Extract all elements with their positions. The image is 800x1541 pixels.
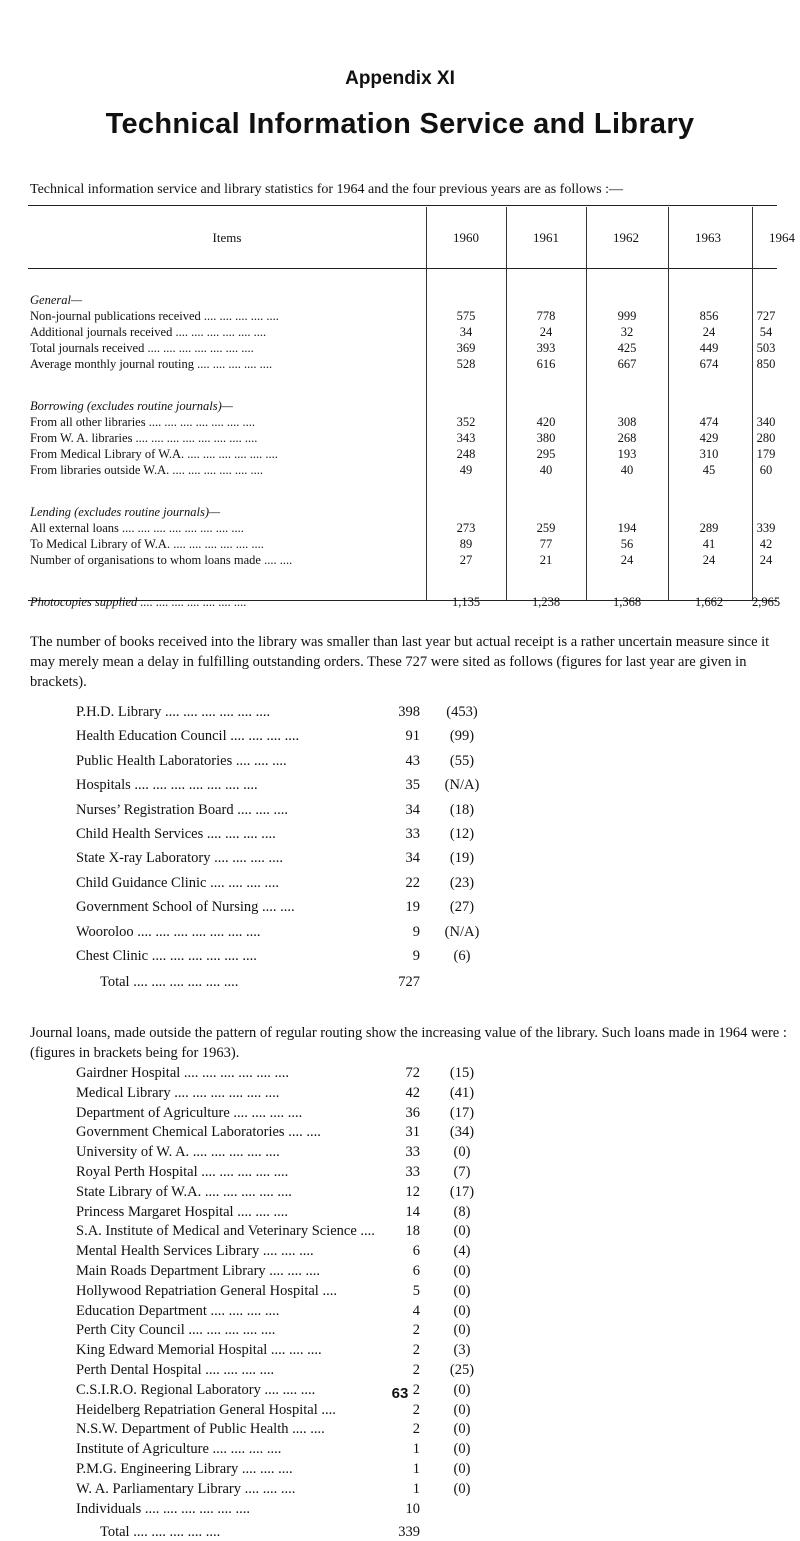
list-item-name: Government Chemical Laboratories .... .... [76, 1124, 321, 1141]
list-item-name: Main Roads Department Library .... .... .... [76, 1263, 321, 1279]
column-header-year: 1963 [695, 230, 721, 245]
cell-value: 343 [456, 431, 476, 445]
list-item-name: King Edward Memorial Hospital .... .... .... [76, 1342, 322, 1359]
list-item-name: Hospitals .... .... .... .... .... .... .... [76, 777, 258, 794]
column-header-year: 1962 [613, 230, 639, 245]
list-item-previous: (99) [449, 728, 475, 745]
list-item-previous: (12) [449, 826, 475, 842]
cell-value: 60 [759, 463, 773, 477]
list-item-previous: (0) [453, 1401, 471, 1418]
section-heading: Borrowing (excludes routine journals)— [30, 399, 233, 413]
list-item-count: 6 [412, 1243, 420, 1260]
row-label: To Medical Library of W.A. .... .... .... .... .... .... [30, 537, 264, 551]
list-item-count: 4 [412, 1302, 420, 1319]
list-item-count: 6 [412, 1263, 420, 1279]
list-item-name: State X-ray Laboratory .... .... .... .... [76, 850, 283, 867]
list-item-previous: (34) [449, 1124, 475, 1141]
list-item-name: Education Department .... .... .... .... [76, 1302, 280, 1319]
cell-value: 54 [759, 325, 773, 339]
list-item-previous: (N/A) [444, 777, 480, 794]
list-item-count: 12 [405, 1183, 420, 1200]
row-label: Non-journal publications received .... .... .... .... .... [30, 309, 279, 323]
list-item-previous: (25) [449, 1362, 475, 1378]
cell-value: 24 [539, 325, 553, 339]
list-item-previous: (4) [453, 1243, 471, 1260]
list-item-previous: (8) [453, 1203, 471, 1220]
cell-value: 575 [456, 309, 476, 323]
list-item-previous: (0) [453, 1441, 471, 1458]
cell-value: 41 [702, 537, 716, 551]
cell-value: 2,965 [751, 595, 781, 609]
list-item-previous: (0) [453, 1144, 471, 1161]
page-title: Technical Information Service and Library [105, 108, 695, 140]
section-heading: Photocopies supplied .... .... .... .... .... .... .... [30, 595, 247, 609]
cell-value: 674 [699, 357, 719, 371]
cell-value: 369 [456, 341, 476, 355]
list-item-count: 10 [405, 1500, 420, 1517]
list-item-count: 2 [412, 1401, 420, 1418]
table-row [28, 537, 777, 553]
table-row [28, 357, 777, 373]
cell-value: 1,662 [694, 595, 724, 609]
row-label: From libraries outside W.A. .... .... .... .... .... .... [30, 463, 263, 477]
list-item-name: Hollywood Repatriation General Hospital .... [76, 1282, 337, 1299]
cell-value: 425 [617, 341, 637, 355]
cell-value: 24 [702, 553, 716, 567]
table-body [28, 269, 781, 609]
column-header-year: 1960 [453, 230, 479, 245]
column-header-year: 1964 [769, 230, 795, 245]
list-item-name: S.A. Institute of Medical and Veterinary Science .... [76, 1223, 375, 1240]
cell-value: 259 [536, 521, 556, 535]
cell-value: 352 [456, 415, 476, 429]
cell-value: 24 [702, 325, 716, 339]
cell-value: 34 [459, 325, 473, 339]
list-item-count: 31 [405, 1124, 420, 1141]
list-item-name: Public Health Laboratories .... .... .... [76, 752, 287, 769]
list-item-count: 2 [412, 1342, 420, 1359]
cell-value: 393 [536, 341, 556, 355]
list-item-name: Heidelberg Repatriation General Hospital .... [76, 1401, 336, 1418]
list-item-count: 91 [405, 728, 420, 745]
list-item-count: 1 [412, 1441, 420, 1458]
list-item-previous: (15) [449, 1065, 475, 1081]
cell-value: 49 [459, 463, 473, 477]
table-row [28, 325, 777, 341]
list-item-count: 14 [405, 1203, 420, 1220]
section-heading: General— [30, 293, 83, 307]
row-label: Additional journals received .... .... .... .... .... .... [30, 325, 267, 339]
table-row [28, 309, 777, 325]
list-item-count: 33 [405, 826, 420, 842]
list-item-previous: (0) [453, 1263, 471, 1279]
cell-value: 193 [617, 447, 637, 461]
table-row [28, 341, 777, 357]
cell-value: 1,135 [451, 595, 481, 609]
list-item-count: 19 [405, 899, 420, 916]
cell-value: 308 [617, 415, 637, 429]
list-item-previous: (55) [449, 752, 475, 769]
paragraph-books: The number of books received into the library was smaller than last year but actual receipt is a rather uncertain measure since it may merely mean a delay in fulfilling outstanding orders. These 727 were sited as follows (figures for last year are given in brackets). [30, 634, 770, 690]
list-item-name: Institute of Agriculture .... .... .... .... [76, 1441, 282, 1458]
list-item-count: 398 [398, 704, 420, 720]
row-label: Average monthly journal routing .... .... .... .... .... [30, 357, 273, 371]
column-header-items: Items [212, 230, 242, 245]
cell-value: 21 [539, 553, 553, 567]
list-item-previous: (23) [449, 874, 475, 891]
cell-value: 45 [702, 463, 716, 477]
list-item-previous: (0) [453, 1421, 471, 1438]
list-item-previous: (6) [453, 948, 471, 964]
cell-value: 194 [617, 521, 637, 535]
total-label: Total .... .... .... .... .... .... [100, 974, 239, 991]
cell-value: 27 [459, 553, 473, 567]
cell-value: 273 [456, 521, 476, 535]
cell-value: 295 [536, 447, 556, 461]
list-item-name: Wooroloo .... .... .... .... .... .... .... [76, 923, 261, 940]
row-label: All external loans .... .... .... .... .... .... .... .... [30, 521, 244, 535]
cell-value: 340 [756, 415, 776, 429]
page-number: 63 [391, 1385, 409, 1402]
list-item-previous: (0) [453, 1223, 471, 1240]
cell-value: 856 [699, 309, 719, 323]
cell-value: 89 [459, 537, 473, 551]
list-item-count: 1 [412, 1480, 420, 1497]
list-item-previous: (17) [449, 1183, 475, 1200]
cell-value: 999 [617, 309, 637, 323]
row-label: Total journals received .... .... .... .... .... .... .... [30, 341, 254, 355]
list-item-name: Gairdner Hospital .... .... .... .... .... .... [76, 1065, 290, 1081]
cell-value: 616 [536, 357, 556, 371]
cell-value: 528 [456, 357, 476, 371]
list-item-name: Mental Health Services Library .... .... .... [76, 1243, 314, 1260]
list-item-previous: (0) [453, 1302, 471, 1319]
list-item-count: 42 [405, 1084, 420, 1101]
cell-value: 778 [536, 309, 556, 323]
list-item-name: Perth City Council .... .... .... .... .... [76, 1322, 276, 1339]
cell-value: 310 [699, 447, 719, 461]
list-item-name: W. A. Parliamentary Library .... .... .... [76, 1480, 296, 1497]
cell-value: 1,368 [612, 595, 642, 609]
list-item-count: 72 [405, 1065, 420, 1081]
list-item-count: 2 [412, 1362, 420, 1378]
row-label: From all other libraries .... .... .... .... .... .... .... [30, 415, 255, 429]
list-item-previous: (0) [453, 1381, 471, 1398]
cell-value: 474 [699, 415, 719, 429]
list-item-count: 9 [412, 923, 420, 940]
cell-value: 268 [617, 431, 637, 445]
list-item-name: Health Education Council .... .... .... .... [76, 728, 300, 745]
cell-value: 850 [756, 357, 776, 371]
cell-value: 503 [756, 341, 776, 355]
total-count: 727 [398, 974, 420, 991]
paragraph-journal-loans: Journal loans, made outside the pattern of regular routing show the increasing value of the library. Such loans made in 1964 were : (figures in brackets being for 1963). [30, 1025, 787, 1061]
list-item-previous: (19) [449, 850, 475, 867]
list-item-name: Chest Clinic .... .... .... .... .... .... [76, 948, 257, 964]
row-label: From Medical Library of W.A. .... .... .... .... .... .... [30, 447, 278, 461]
list-item-previous: (18) [449, 801, 475, 818]
intro-text: Technical information service and library statistics for 1964 and the four previous years are as follows :— [30, 182, 624, 197]
appendix-label: Appendix XI [345, 68, 455, 89]
cell-value: 32 [620, 325, 634, 339]
list-item-name: P.H.D. Library .... .... .... .... .... .... [76, 704, 271, 720]
section-heading: Lending (excludes routine journals)— [30, 505, 221, 519]
list-item-count: 5 [412, 1282, 420, 1299]
list-item-name: Royal Perth Hospital .... .... .... .... .... [76, 1164, 289, 1180]
cell-value: 289 [699, 521, 719, 535]
statistics-table [28, 205, 795, 609]
cell-value: 1,238 [531, 595, 561, 609]
list-item-name: Government School of Nursing .... .... [76, 899, 295, 916]
books-sited-list [76, 704, 676, 1044]
list-item-previous: (453) [446, 704, 478, 720]
list-item-count: 34 [405, 801, 420, 818]
list-item-count: 2 [412, 1322, 420, 1339]
list-item-name: Medical Library .... .... .... .... .... .... [76, 1084, 280, 1101]
cell-value: 77 [539, 537, 553, 551]
table-row [28, 553, 777, 569]
cell-value: 667 [617, 357, 637, 371]
list-item-previous: (27) [449, 899, 475, 916]
list-item-name: Individuals .... .... .... .... .... .... [76, 1500, 250, 1517]
list-item-previous: (7) [453, 1164, 471, 1180]
table-row [28, 463, 777, 479]
total-label: Total .... .... .... .... .... [100, 1524, 221, 1541]
cell-value: 179 [756, 447, 776, 461]
list-item-name: Nurses’ Registration Board .... .... .... [76, 801, 288, 818]
list-item-name: Princess Margaret Hospital .... .... .... [76, 1203, 288, 1220]
list-item-count: 34 [405, 850, 420, 867]
list-item-count: 2 [412, 1381, 420, 1398]
cell-value: 339 [756, 521, 776, 535]
table-row [28, 595, 781, 611]
list-item-count: 2 [412, 1421, 420, 1438]
list-item-previous: (3) [453, 1342, 471, 1359]
list-item-name: C.S.I.R.O. Regional Laboratory .... .... .... [76, 1381, 316, 1398]
cell-value: 280 [756, 431, 776, 445]
list-item-name: Child Health Services .... .... .... .... [76, 826, 276, 842]
column-header-year: 1961 [533, 230, 559, 245]
list-item-count: 18 [405, 1223, 420, 1240]
list-item-count: 35 [405, 777, 420, 794]
cell-value: 24 [759, 553, 773, 567]
list-item-count: 43 [405, 752, 420, 769]
table-row [28, 415, 777, 431]
list-item-count: 1 [412, 1461, 420, 1477]
list-item-name: Department of Agriculture .... .... .... .... [76, 1104, 303, 1121]
list-item-count: 33 [405, 1164, 420, 1180]
list-item-name: N.S.W. Department of Public Health .... .... [76, 1421, 325, 1438]
list-item-name: Child Guidance Clinic .... .... .... .... [76, 874, 279, 891]
list-item-count: 22 [405, 874, 420, 891]
cell-value: 42 [759, 537, 773, 551]
cell-value: 56 [620, 537, 634, 551]
cell-value: 449 [699, 341, 719, 355]
list-item-name: P.M.G. Engineering Library .... .... .... [76, 1461, 293, 1477]
list-item-count: 9 [412, 948, 420, 964]
cell-value: 40 [539, 463, 553, 477]
list-item-previous: (0) [453, 1282, 471, 1299]
list-item-name: State Library of W.A. .... .... .... .... .... [76, 1183, 292, 1200]
list-item-previous: (0) [453, 1322, 471, 1339]
table-header [28, 206, 795, 269]
cell-value: 429 [699, 431, 719, 445]
row-label: From W. A. libraries .... .... .... .... .... .... .... .... [30, 431, 258, 445]
cell-value: 727 [756, 309, 776, 323]
cell-value: 24 [620, 553, 634, 567]
list-item-previous: (N/A) [444, 923, 480, 940]
total-count: 339 [398, 1524, 420, 1541]
list-item-previous: (0) [453, 1480, 471, 1497]
list-item-count: 33 [405, 1144, 420, 1161]
list-item-previous: (0) [453, 1461, 471, 1477]
table-row [28, 447, 777, 463]
list-item-name: University of W. A. .... .... .... .... .... [76, 1144, 280, 1161]
cell-value: 380 [536, 431, 556, 445]
row-label: Number of organisations to whom loans made .... .... [30, 553, 293, 567]
list-item-previous: (41) [449, 1084, 475, 1101]
cell-value: 40 [620, 463, 634, 477]
list-item-name: Perth Dental Hospital .... .... .... .... [76, 1362, 275, 1378]
table-row [28, 431, 777, 447]
cell-value: 248 [456, 447, 476, 461]
list-item-count: 36 [405, 1104, 420, 1121]
list-item-previous: (17) [449, 1104, 475, 1121]
table-row [28, 521, 777, 537]
cell-value: 420 [536, 415, 556, 429]
